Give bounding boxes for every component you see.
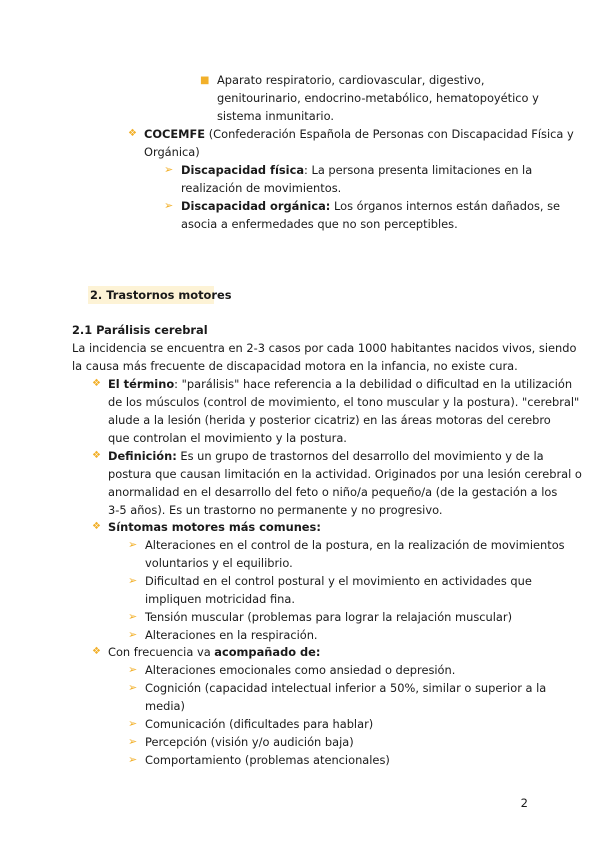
discapacidad-organica-item: Discapacidad orgánica: Los órganos internos están dañados, se <box>181 199 561 213</box>
text-line: la causa más frecuente de discapacidad motora en la infancia, no existe cura. <box>72 359 518 373</box>
subsection-heading: 2.1 Parálisis cerebral <box>72 323 208 337</box>
cocemfe-item: COCEMFE (Confederación Española de Personas con Discapacidad Física y <box>144 127 574 141</box>
section-heading: 2. Trastornos motores <box>90 288 232 302</box>
sintomas-heading: Síntomas motores más comunes: <box>108 520 321 534</box>
text-line: Percepción (visión y/o audición baja) <box>145 735 354 749</box>
diamond-bullet-icon: ❖ <box>92 521 101 532</box>
text-line: Aparato respiratorio, cardiovascular, digestivo, <box>217 73 485 87</box>
arrow-bullet-icon: ➢ <box>128 735 138 748</box>
text-line: de los músculos (control de movimiento, el tono muscular y la postura). "cerebral" <box>108 395 580 409</box>
text-line: impliquen motricidad fina. <box>145 592 295 606</box>
square-bullet-icon: ■ <box>200 75 210 86</box>
page-number: 2 <box>520 796 528 810</box>
arrow-bullet-icon: ➢ <box>128 574 138 587</box>
arrow-bullet-icon: ➢ <box>128 663 138 676</box>
text-line: Alteraciones en el control de la postura, en la realización de movimientos <box>145 538 565 552</box>
text-line: Comunicación (dificultades para hablar) <box>145 717 374 731</box>
arrow-bullet-icon: ➢ <box>128 610 138 623</box>
acompanado-heading: Con frecuencia va acompañado de: <box>108 645 321 659</box>
arrow-bullet-icon: ➢ <box>128 681 138 694</box>
diamond-bullet-icon: ❖ <box>128 128 137 139</box>
diamond-bullet-icon: ❖ <box>92 378 101 389</box>
discapacidad-fisica-item: Discapacidad física: La persona presenta limitaciones en la <box>181 163 533 177</box>
text-line: Cognición (capacidad intelectual inferior a 50%, similar o superior a la <box>145 681 547 695</box>
cocemfe-term: COCEMFE <box>144 127 206 141</box>
text-line: realización de movimientos. <box>181 181 342 195</box>
arrow-bullet-icon: ➢ <box>164 163 174 176</box>
text-line: sistema inmunitario. <box>217 109 334 123</box>
text-line: 3-5 años). Es un trastorno no permanente y no progresivo. <box>108 503 443 517</box>
text-line: Alteraciones emocionales como ansiedad o depresión. <box>145 663 456 677</box>
text-line: anormalidad en el desarrollo del feto o niño/a pequeño/a (de la gestación a los <box>108 485 558 499</box>
diamond-bullet-icon: ❖ <box>92 450 101 461</box>
text-line: que controlan el movimiento y la postura. <box>108 431 347 445</box>
text-line: voluntarios y el equilibrio. <box>145 556 293 570</box>
definicion-item: Definición: Es un grupo de trastornos del desarrollo del movimiento y de la <box>108 449 544 463</box>
arrow-bullet-icon: ➢ <box>128 538 138 551</box>
arrow-bullet-icon: ➢ <box>128 753 138 766</box>
text-line: postura que causan limitación en la actividad. Originados por una lesión cerebral o <box>108 467 582 481</box>
text-line: Alteraciones en la respiración. <box>145 628 318 642</box>
diamond-bullet-icon: ❖ <box>92 646 101 657</box>
text-line: media) <box>145 699 185 713</box>
text-line: La incidencia se encuentra en 2-3 casos por cada 1000 habitantes nacidos vivos, siendo <box>72 341 577 355</box>
termino-item: El término: "parálisis" hace referencia a la debilidad o dificultad en la utilización <box>108 377 573 391</box>
text-line: Comportamiento (problemas atencionales) <box>145 753 390 767</box>
text-line: alude a la lesión (herida y posterior cicatriz) en las áreas motoras del cerebro <box>108 413 551 427</box>
text-line: Orgánica) <box>144 145 200 159</box>
text-line: Tensión muscular (problemas para lograr la relajación muscular) <box>145 610 513 624</box>
text-line: Dificultad en el control postural y el movimiento en actividades que <box>145 574 532 588</box>
arrow-bullet-icon: ➢ <box>128 717 138 730</box>
text-line: genitourinario, endocrino-metabólico, hematopoyético y <box>217 91 539 105</box>
text-line: asocia a enfermedades que no son perceptibles. <box>181 217 458 231</box>
arrow-bullet-icon: ➢ <box>164 199 174 212</box>
arrow-bullet-icon: ➢ <box>128 628 138 641</box>
